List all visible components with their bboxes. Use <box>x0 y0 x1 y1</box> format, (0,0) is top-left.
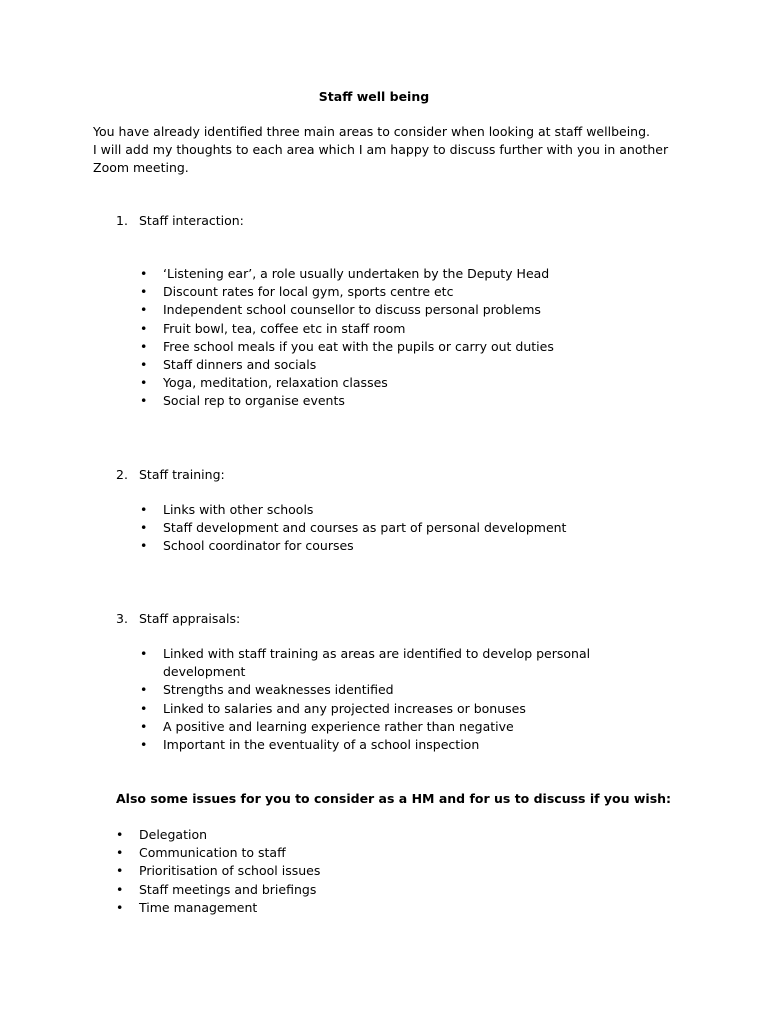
list-item <box>140 283 610 301</box>
list-item-text: Linked to salaries and any projected increases or bonuses <box>163 700 526 716</box>
list-item-text: Fruit bowl, tea, coffee etc in staff room <box>163 320 406 336</box>
issues-list <box>116 826 586 917</box>
section-number: 3. <box>116 611 128 626</box>
list-item <box>140 736 610 754</box>
list-item <box>116 844 586 862</box>
bullet-icon: • <box>140 520 148 536</box>
list-item <box>140 681 610 699</box>
bullet-icon: • <box>140 375 148 391</box>
section-number: 1. <box>116 213 128 228</box>
section-heading-staff-appraisals <box>116 610 240 628</box>
bullet-icon: • <box>140 538 148 554</box>
list-item-text: Discount rates for local gym, sports centre etc <box>163 284 454 300</box>
bullet-icon: • <box>116 899 124 915</box>
bullet-icon: • <box>116 845 124 861</box>
section-heading-staff-interaction <box>116 212 244 230</box>
list-item-text: Prioritisation of school issues <box>139 863 321 879</box>
list-item-text: A positive and learning experience rather than negative <box>163 718 514 734</box>
list-item-text: Staff meetings and briefings <box>139 881 317 897</box>
list-item-text: Free school meals if you eat with the pupils or carry out duties <box>163 338 554 354</box>
list-item <box>140 265 610 283</box>
list-item <box>140 537 610 555</box>
list-item-text: Social rep to organise events <box>163 393 345 409</box>
staff-interaction-list <box>140 265 610 411</box>
section-heading-staff-training <box>116 466 225 484</box>
list-item-text: Links with other schools <box>163 502 314 517</box>
list-item <box>116 826 586 844</box>
list-item-text: Strengths and weaknesses identified <box>163 682 394 698</box>
list-item-text: ‘Listening ear’, a role usually undertaken by the Deputy Head <box>163 266 550 281</box>
bullet-icon: • <box>140 302 148 318</box>
bullet-icon: • <box>140 284 148 300</box>
list-item <box>140 718 610 736</box>
closing-heading: Also some issues for you to consider as a HM and for us to discuss if you wish: <box>116 791 672 806</box>
section-number: 2. <box>116 467 128 482</box>
intro-line: Zoom meeting. <box>93 160 189 176</box>
bullet-icon: • <box>140 682 148 698</box>
list-item <box>140 519 610 537</box>
list-item-text: Linked with staff training as areas are identified to develop personal development <box>163 646 591 680</box>
staff-training-list <box>140 501 610 556</box>
list-item <box>116 881 586 899</box>
bullet-icon: • <box>140 646 148 661</box>
list-item-text: School coordinator for courses <box>163 538 354 554</box>
bullet-icon: • <box>140 320 148 336</box>
bullet-icon: • <box>140 718 148 734</box>
list-item-text: Important in the eventuality of a school inspection <box>163 737 480 753</box>
list-item-text: Independent school counsellor to discuss personal problems <box>163 302 541 318</box>
bullet-icon: • <box>140 338 148 354</box>
bullet-icon: • <box>140 700 148 716</box>
staff-appraisals-list <box>140 645 610 754</box>
intro-line: You have already identified three main areas to consider when looking at staff wellbeing. <box>93 124 651 139</box>
list-item <box>140 338 610 356</box>
list-item <box>140 645 610 681</box>
list-item <box>140 356 610 374</box>
list-item-text: Staff development and courses as part of personal development <box>163 520 567 536</box>
list-item <box>140 700 610 718</box>
intro-paragraph <box>93 123 713 178</box>
document-title: Staff well being <box>318 89 430 104</box>
bullet-icon: • <box>140 357 148 373</box>
bullet-icon: • <box>140 737 148 753</box>
bullet-icon: • <box>116 827 124 842</box>
list-item <box>140 320 610 338</box>
section-heading-text: Staff appraisals: <box>139 611 241 626</box>
section-heading-text: Staff interaction: <box>139 213 244 228</box>
list-item-text: Time management <box>139 899 258 915</box>
bullet-icon: • <box>140 502 148 517</box>
list-item <box>140 501 610 519</box>
intro-line: I will add my thoughts to each area which I am happy to discuss further with you in another <box>93 142 669 158</box>
list-item <box>140 301 610 319</box>
bullet-icon: • <box>140 266 148 281</box>
list-item-text: Staff dinners and socials <box>163 357 317 373</box>
section-heading-text: Staff training: <box>139 467 225 482</box>
list-item <box>140 392 610 410</box>
bullet-icon: • <box>140 393 148 409</box>
bullet-icon: • <box>116 881 124 897</box>
list-item-text: Yoga, meditation, relaxation classes <box>163 375 388 391</box>
list-item <box>116 899 586 917</box>
list-item <box>140 374 610 392</box>
list-item-text: Communication to staff <box>139 845 286 861</box>
list-item-text: Delegation <box>139 827 208 842</box>
bullet-icon: • <box>116 863 124 879</box>
list-item <box>116 862 586 880</box>
